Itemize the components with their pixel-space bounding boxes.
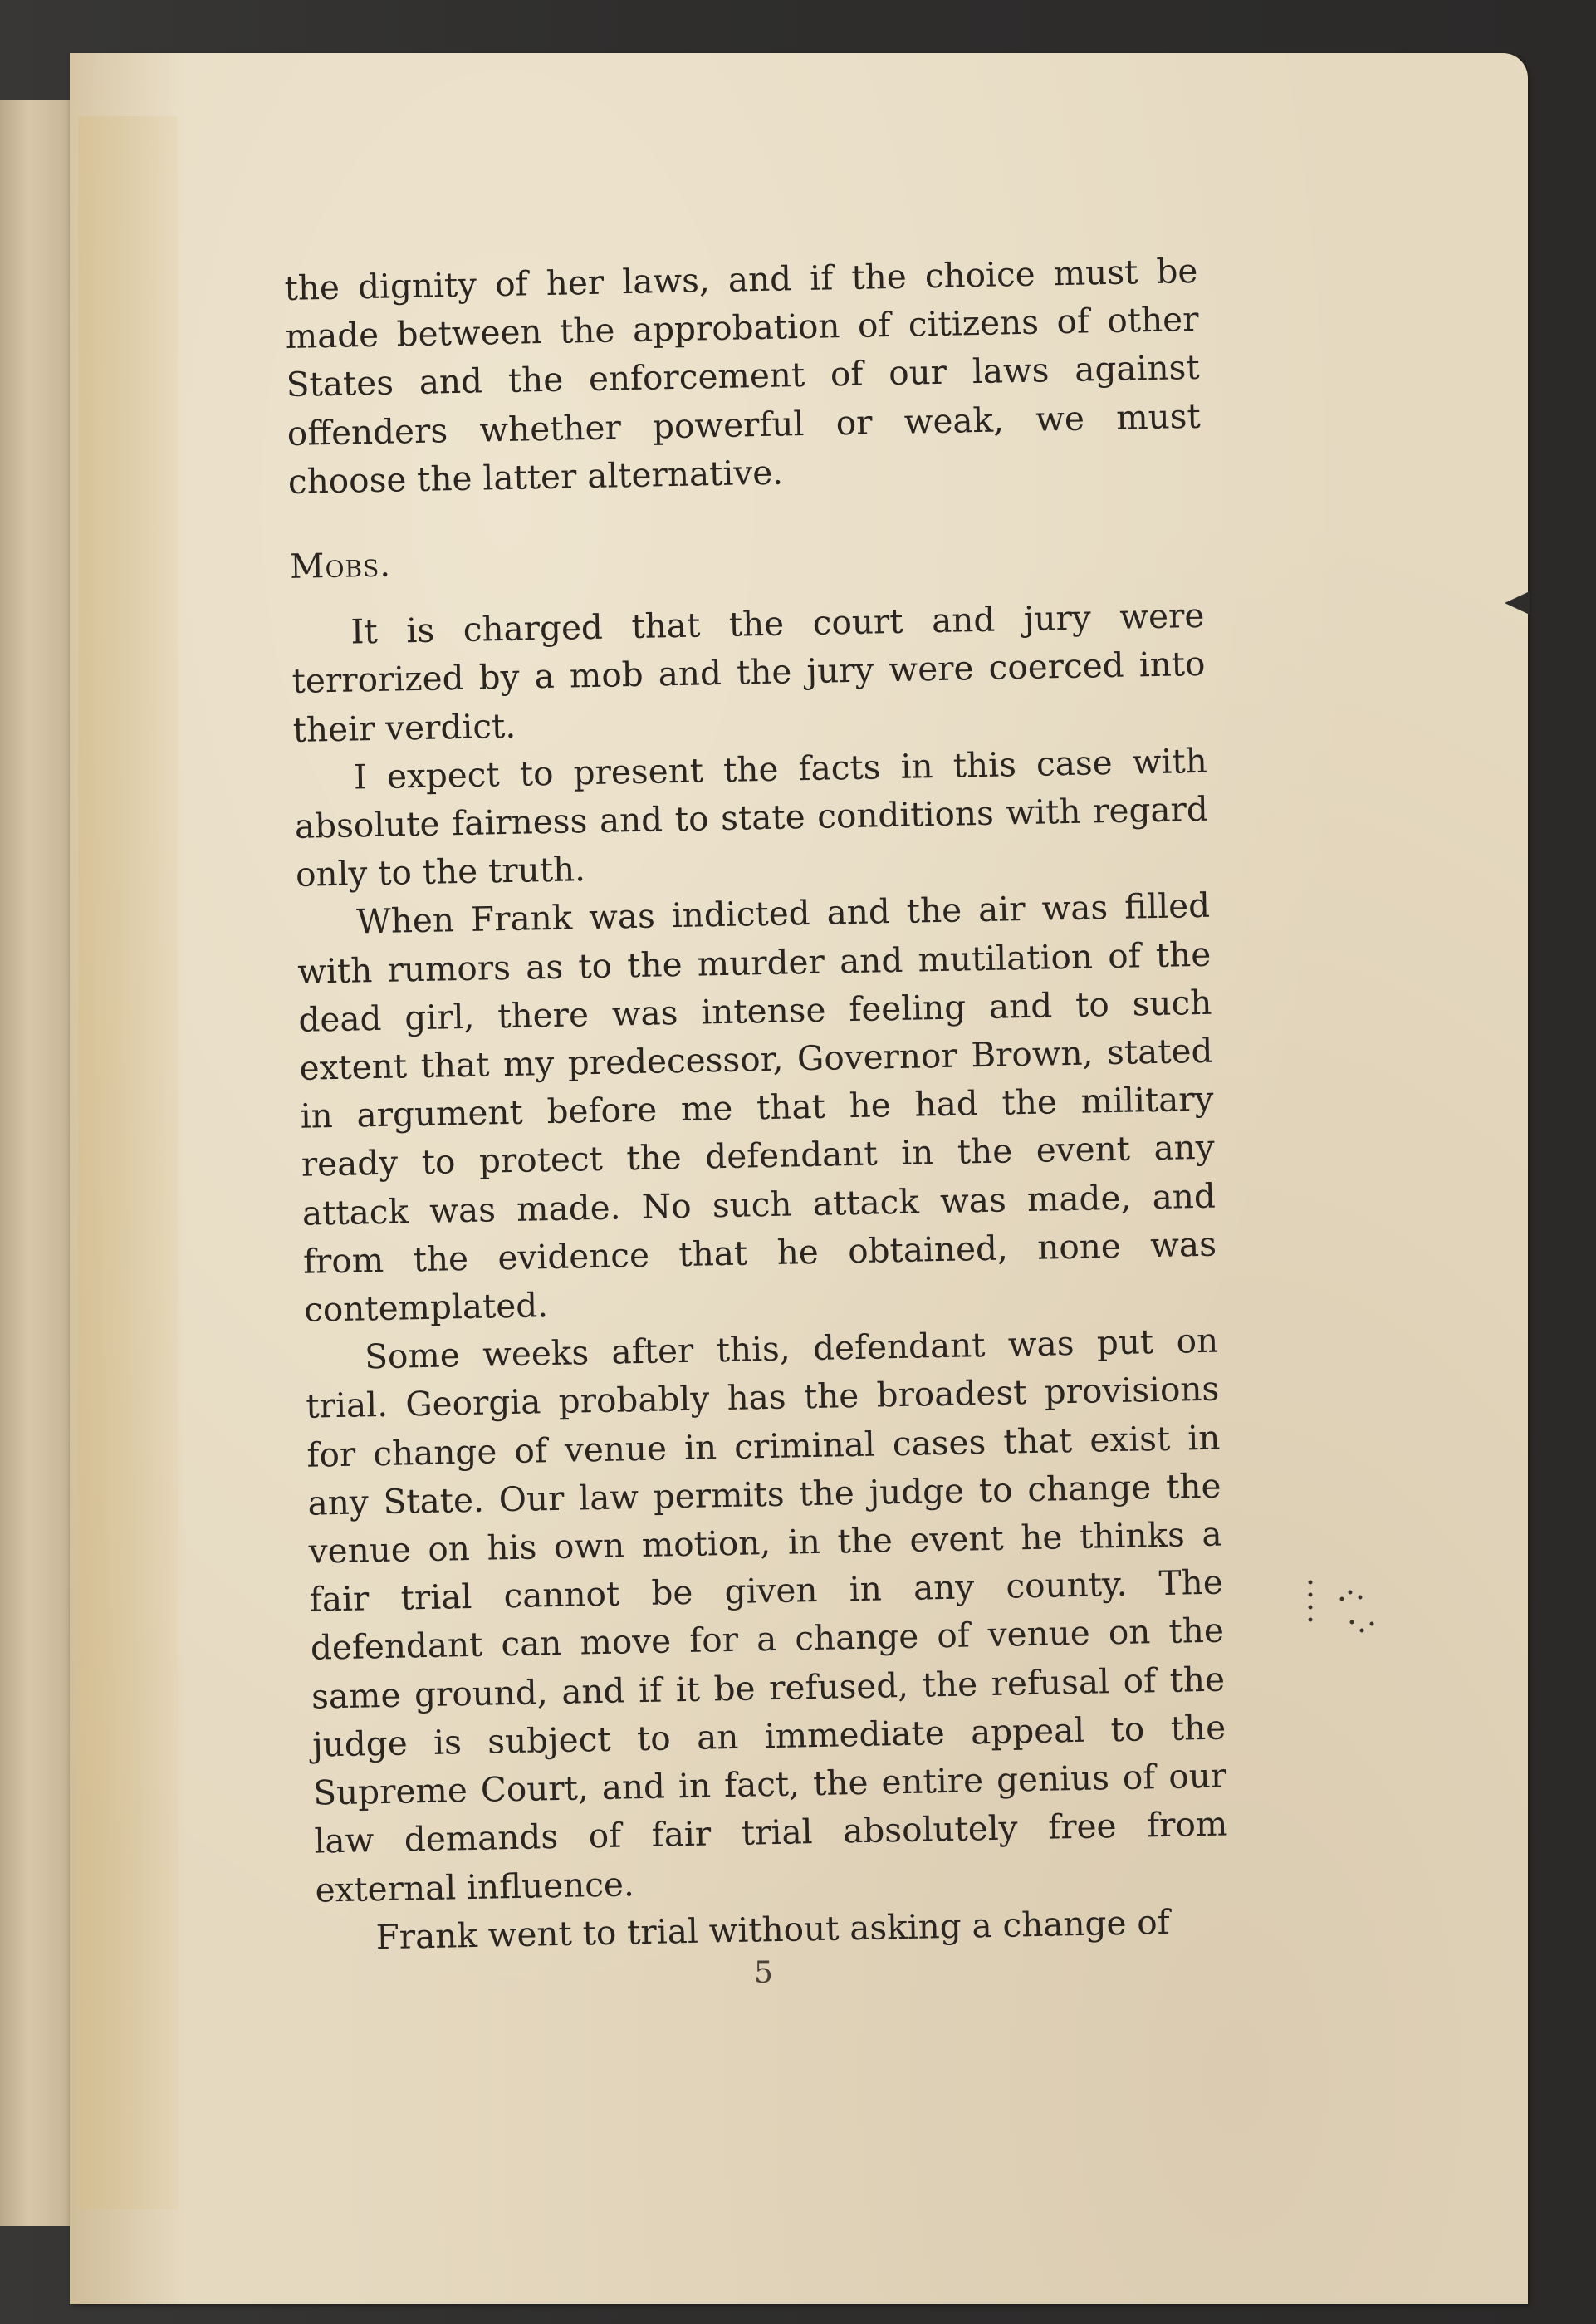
page-text	[284, 247, 1230, 1963]
paragraph: Some weeks after this, defendant was put on trial. Georgia probably has the broadest provisions for change of venue in criminal cases that exist in any State. Our law permits the judge to change the venue on his own motion, in the event he thinks a fair trial cannot be given in any county. The defendant can move for a change of venue on the same ground, and if it be refused, the refusal of the judge is subject to an immediate appeal to the Supreme Court, and in fact, the entire genius of our law demands of fair trial absolutely free from external influence.	[305, 1320, 1228, 1910]
section-heading: Mobs.	[289, 544, 392, 586]
binding-strip	[78, 116, 178, 2209]
paragraph-continuation: the dignity of her laws, and if the choice must be made between the approbation of citizens of other States and the enforcement of our laws against offenders whether powerful or weak, we must choose the latter alternative.	[284, 250, 1202, 502]
paragraph: When Frank was indicted and the air was filled with rumors as to the murder and mutilation of the dead girl, there was intense feeling and to such extent that my predecessor, Governor Brown, stated in argument before me that he had the military ready to protect the defendant in the event any attack was made. No such attack was made, and from the evidence that he obtained, none was contemplated.	[296, 885, 1217, 1330]
paragraph: It is charged that the court and jury were terrorized by a mob and the jury were coerced into their verdict.	[291, 596, 1206, 750]
paragraph: Frank went to trial without asking a change of	[375, 1901, 1171, 1957]
page-number: 5	[754, 1956, 773, 1990]
paragraph: I expect to present the facts in this case with absolute fairness and to state conditions with regard only to the truth.	[294, 740, 1209, 895]
ink-specks	[1302, 1574, 1410, 1665]
page-tear	[1505, 591, 1530, 615]
